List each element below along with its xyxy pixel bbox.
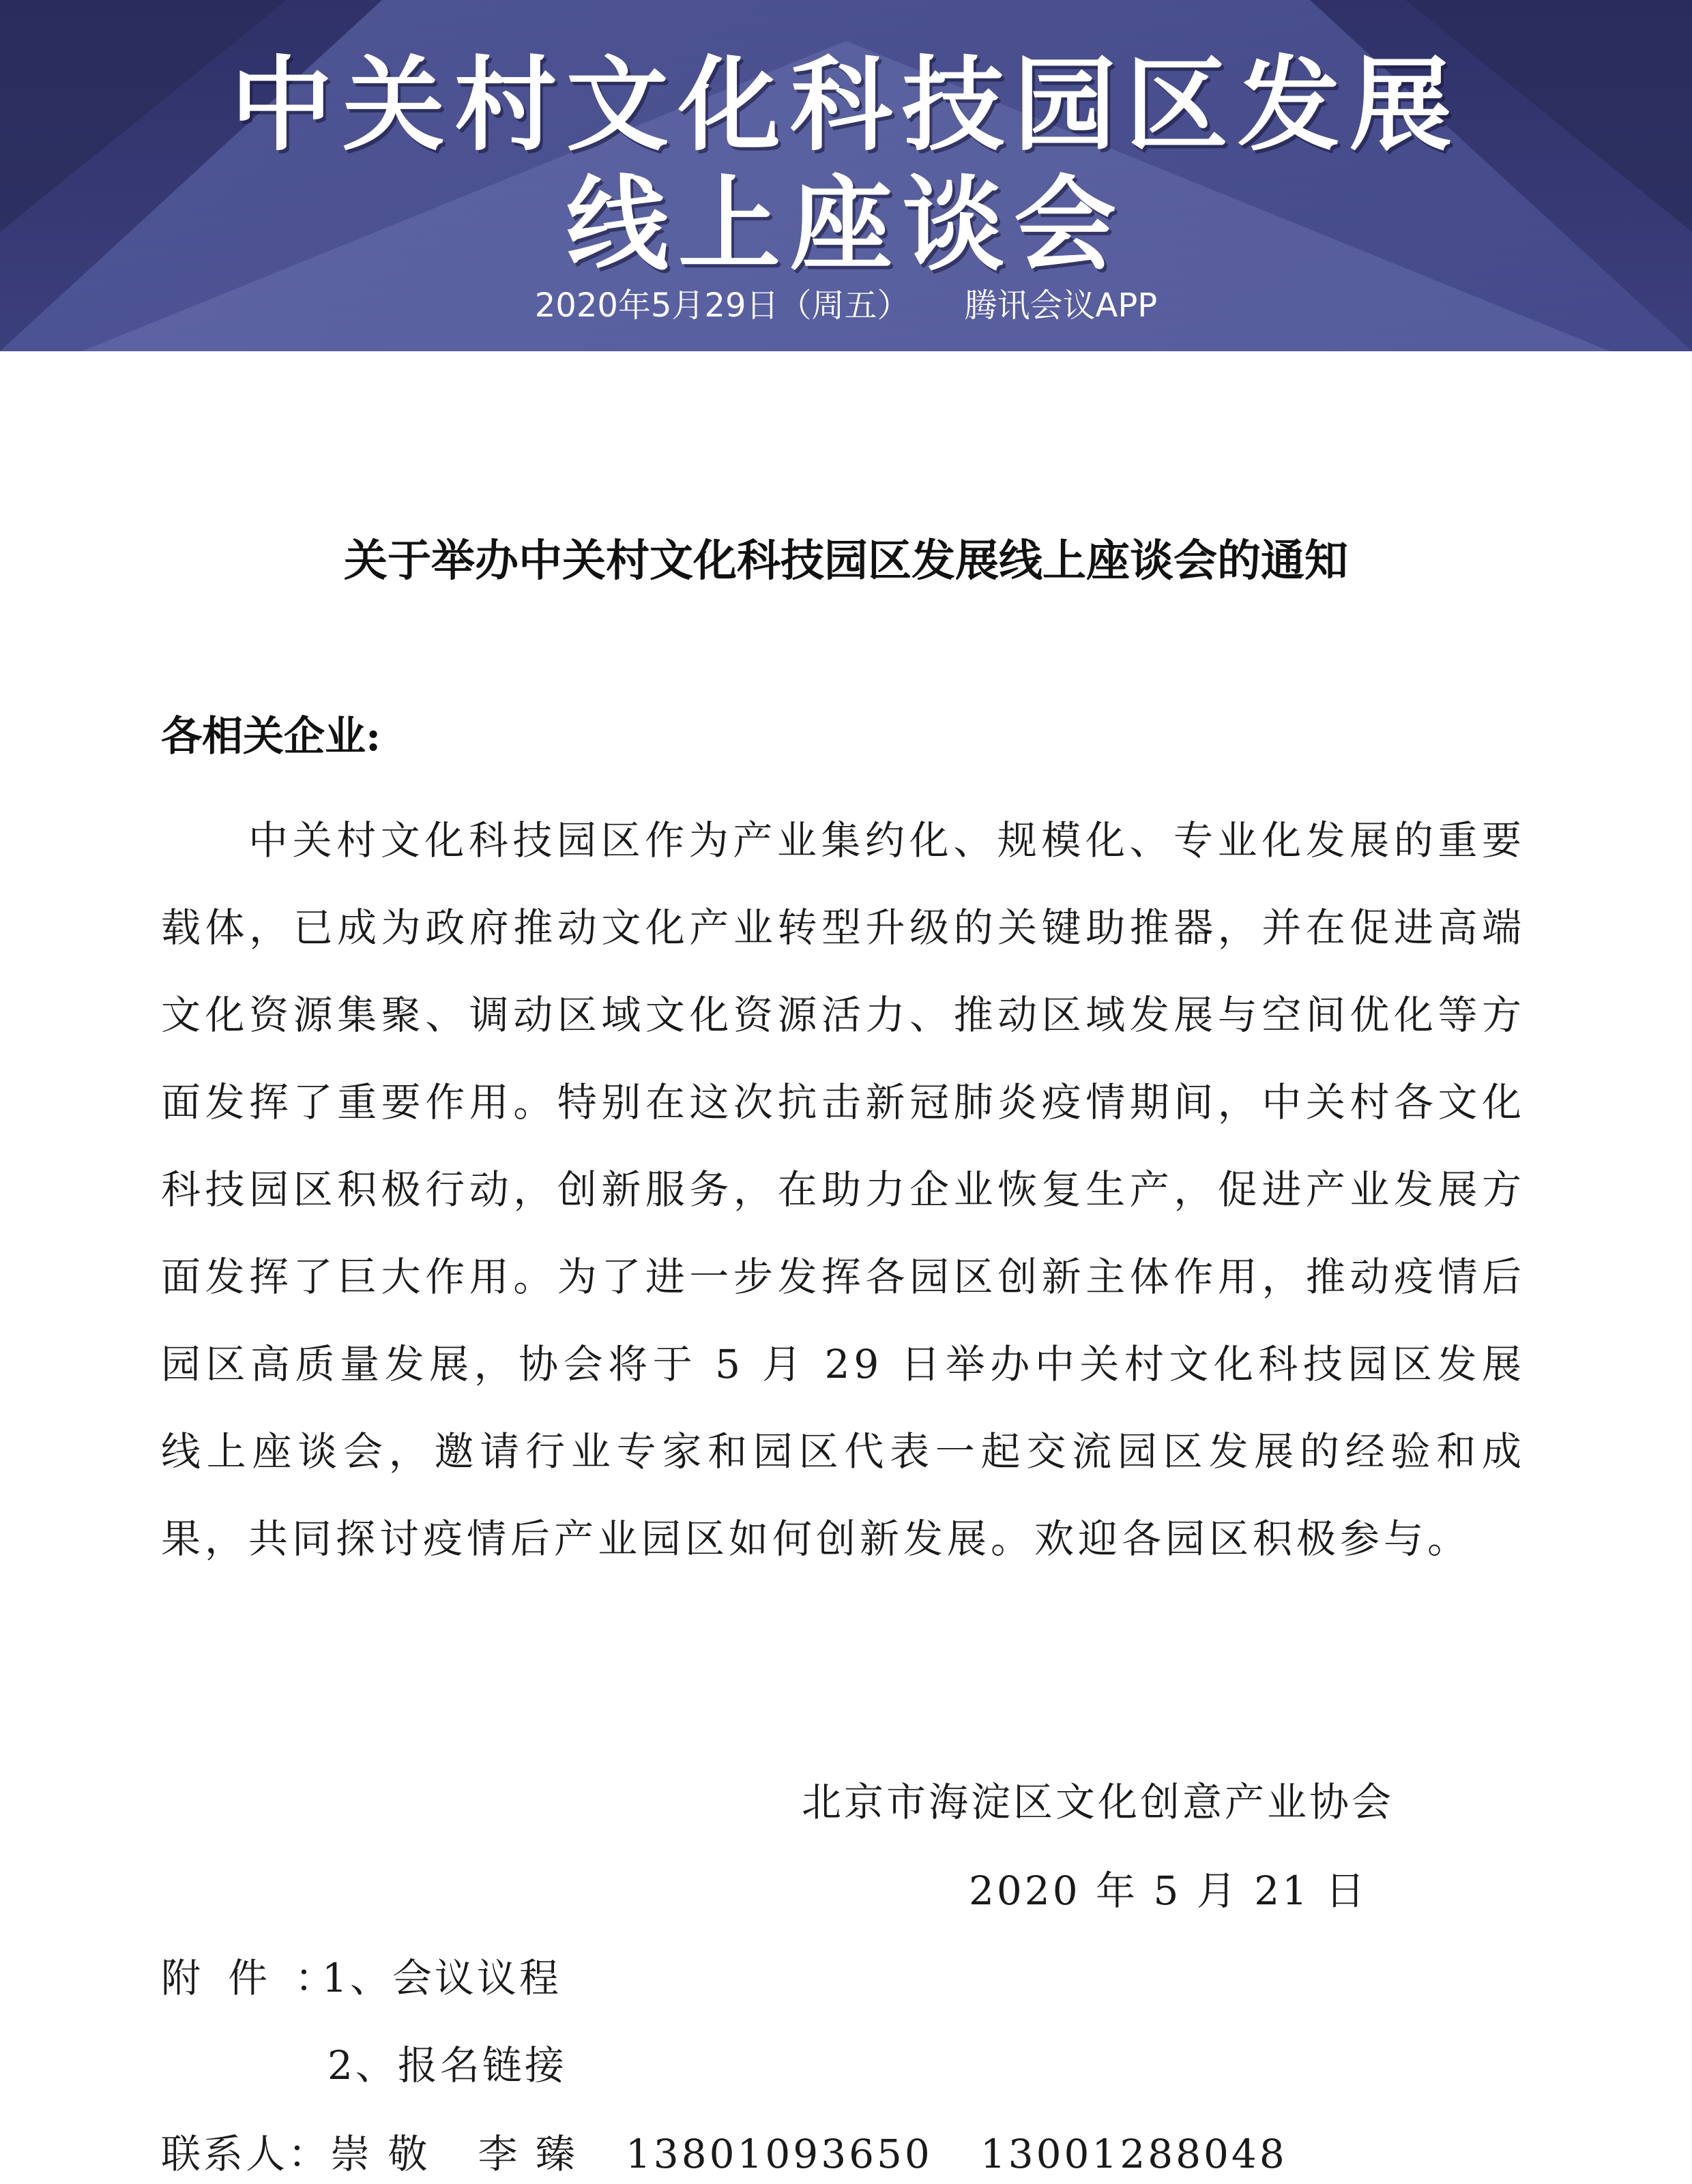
salutation: 各相关企业: [161,713,381,761]
banner-platform: 腾讯会议APP [964,286,1158,325]
attachment-row-1 [161,1951,561,2005]
contact-row [161,2127,1287,2181]
header-banner [0,0,1692,351]
contact-label: 联系人： [161,2131,331,2177]
attachment-row-2 [327,2038,567,2093]
notice-body: 中关村文化科技园区作为产业集约化、规模化、专业化发展的重要载体，已成为政府推动文化产业转型升级的关键助推器，并在促进高端文化资源集聚、调动区域文化资源活力、推动区域发展与空间优化等方面发挥了重要作用。特别在这次抗击新冠肺炎疫情期间，中关村各文化科技园区积极行动，创新服务，在助力企业恢复生产，促进产业发展方面发挥了巨大作用。为了进一步发挥各园区创新主体作用，推动疫情后园区高质量发展，协会将于 5 月 29 日举办中关村文化科技园区发展线上座谈会，邀请行业专家和园区代表一起交流园区发展的经验和成果，共同探讨疫情后产业园区如何创新发展。欢迎各园区积极参与。 [161,817,1526,1562]
banner-date: 2020年5月29日（周五） [534,286,910,325]
signature-date: 2020 年 5 月 21 日 [969,1868,1368,1914]
contact-person-1: 崇 敬 [330,2131,431,2177]
banner-title-line2: 线上座谈会 [566,166,1126,284]
banner-subtitle [0,285,1692,326]
contact-phone-1: 13801093650 [625,2131,933,2177]
notice-title: 关于举办中关村文化科技园区发展线上座谈会的通知 [344,536,1348,587]
attachment-item-agenda: 1、会议议程 [322,1955,561,2001]
contact-person-2: 李 臻 [478,2131,578,2177]
banner-title-line1: 中关村文化科技园区发展 [230,46,1461,165]
signature-organization: 北京市海淀区文化创意产业协会 [802,1779,1395,1825]
attachment-label: 附件： [161,1955,362,2001]
contact-phone-2: 13001288048 [980,2131,1287,2177]
attachment-item-registration: 2、报名链接 [327,2042,567,2089]
